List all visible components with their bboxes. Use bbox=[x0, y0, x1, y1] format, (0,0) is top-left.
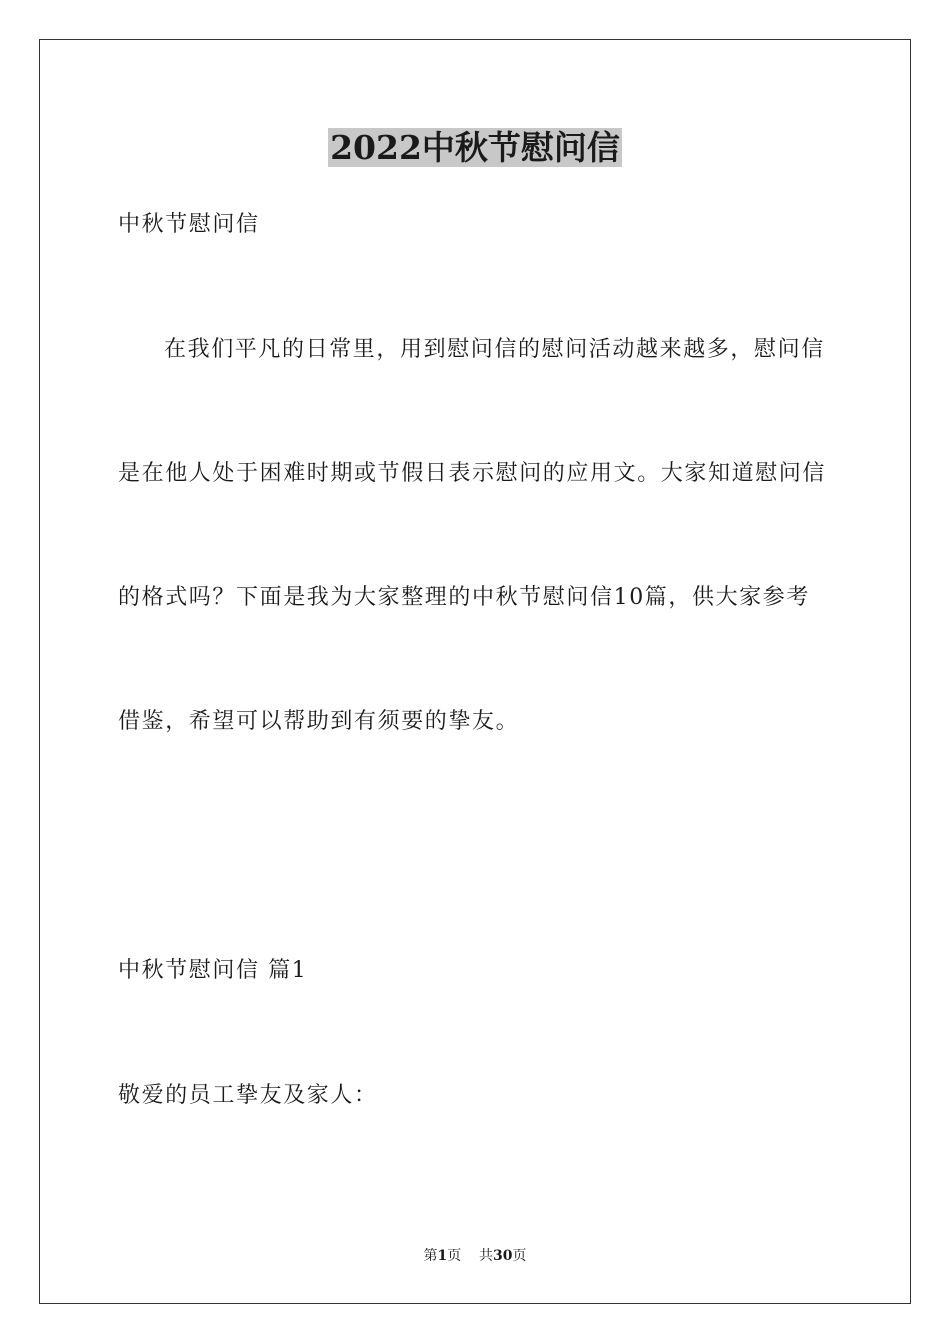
intro-line-1: 在我们平凡的日常里，用到慰问信的慰问活动越来越多，慰问信 bbox=[164, 337, 825, 362]
salutation: 敬爱的员工挚友及家人： bbox=[118, 1083, 378, 1108]
page-suffix: 页 bbox=[447, 1248, 462, 1264]
page-prefix: 第 bbox=[423, 1248, 438, 1264]
total-prefix: 共 bbox=[479, 1248, 494, 1264]
document-subtitle: 中秋节慰问信 bbox=[118, 212, 260, 237]
intro-line-3: 的格式吗？下面是我为大家整理的中秋节慰问信10篇，供大家参考 bbox=[118, 585, 810, 610]
document-title-text: 2022中秋节慰问信 bbox=[330, 128, 620, 167]
document-title bbox=[0, 127, 950, 169]
intro-line-4: 借鉴，希望可以帮助到有须要的挚友。 bbox=[118, 709, 520, 734]
page-number: 1 bbox=[437, 1248, 448, 1264]
intro-line-2: 是在他人处于困难时期或节假日表示慰问的应用文。大家知道慰问信 bbox=[118, 461, 827, 486]
total-suffix: 页 bbox=[512, 1248, 527, 1264]
section-heading: 中秋节慰问信 篇1 bbox=[118, 958, 308, 983]
total-pages: 30 bbox=[493, 1248, 513, 1264]
page-footer bbox=[0, 1246, 950, 1266]
